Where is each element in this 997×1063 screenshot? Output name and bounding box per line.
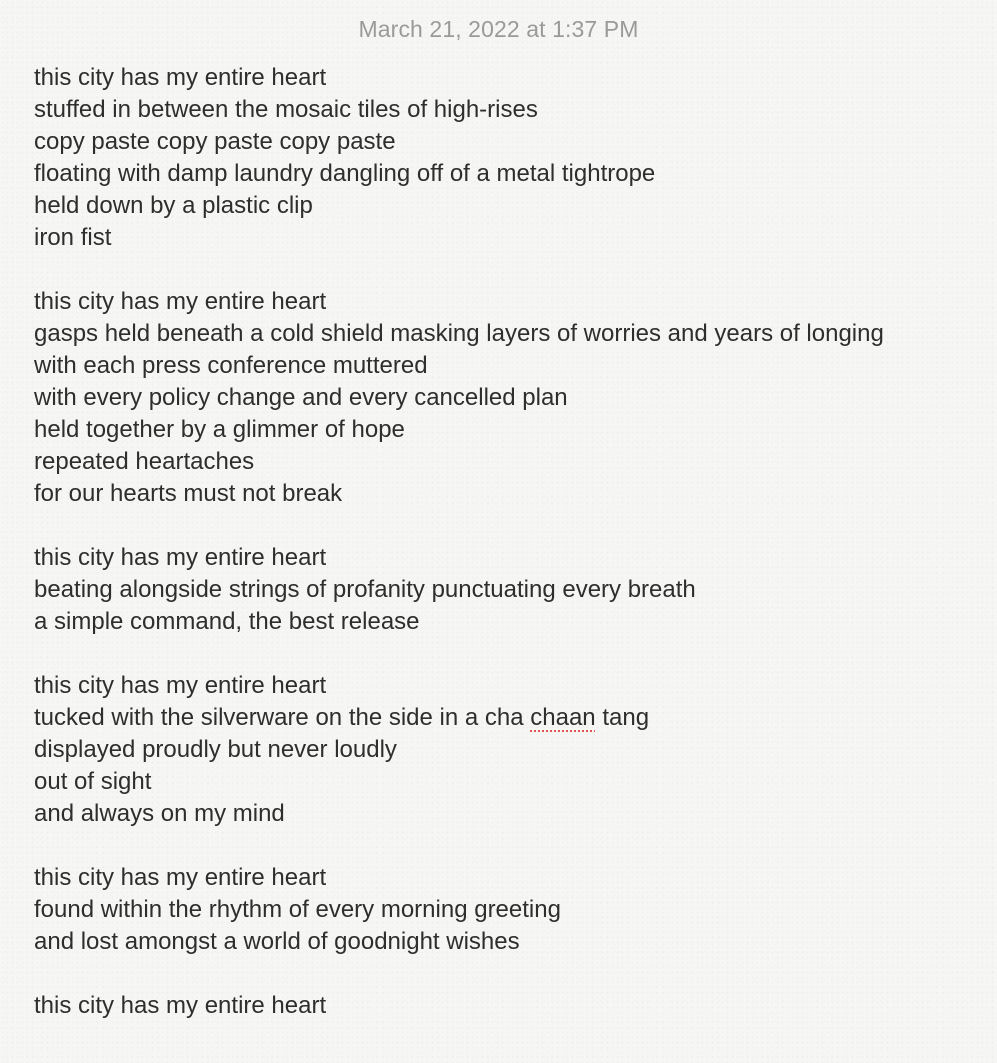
poem-line-with-spellcheck <box>34 702 989 734</box>
blank-line <box>34 830 989 862</box>
poem-line: and lost amongst a world of goodnight wishes <box>34 928 520 955</box>
note-body[interactable] <box>34 62 989 1022</box>
poem-line: this city has my entire heart <box>34 864 327 891</box>
poem-line: floating with damp laundry dangling off of a metal tightrope <box>34 160 656 187</box>
poem-line: displayed proudly but never loudly <box>34 736 397 763</box>
poem-line: repeated heartaches <box>34 448 255 475</box>
poem-line: held together by a glimmer of hope <box>34 416 405 443</box>
poem-line: this city has my entire heart <box>34 64 327 91</box>
poem-line: a simple command, the best release <box>34 608 420 635</box>
blank-line <box>34 510 989 542</box>
poem-line: and always on my mind <box>34 800 285 827</box>
poem-line: this city has my entire heart <box>34 672 327 699</box>
poem-line: for our hearts must not break <box>34 480 343 507</box>
poem-line: with each press conference muttered <box>34 352 428 379</box>
poem-line: copy paste copy paste copy paste <box>34 128 396 155</box>
blank-line <box>34 254 989 286</box>
poem-line-segment: tucked with the silverware on the side in a cha <box>34 704 531 731</box>
blank-line <box>34 958 989 990</box>
poem-line: this city has my entire heart <box>34 288 327 315</box>
poem-line: iron fist <box>34 224 112 251</box>
poem-line: stuffed in between the mosaic tiles of high-rises <box>34 96 538 123</box>
poem-line-segment: tang <box>595 704 650 731</box>
poem-line: out of sight <box>34 768 152 795</box>
poem-line: this city has my entire heart <box>34 544 327 571</box>
poem-line: gasps held beneath a cold shield masking layers of worries and years of longing <box>34 320 884 347</box>
poem-line: beating alongside strings of profanity punctuating every breath <box>34 576 696 603</box>
poem-line: this city has my entire heart <box>34 992 327 1019</box>
poem-line: held down by a plastic clip <box>34 192 313 219</box>
poem-line: with every policy change and every cancelled plan <box>34 384 568 411</box>
blank-line <box>34 638 989 670</box>
misspelled-word[interactable]: chaan <box>530 704 596 731</box>
note-timestamp: March 21, 2022 at 1:37 PM <box>358 16 639 42</box>
poem-line: found within the rhythm of every morning greeting <box>34 896 561 923</box>
